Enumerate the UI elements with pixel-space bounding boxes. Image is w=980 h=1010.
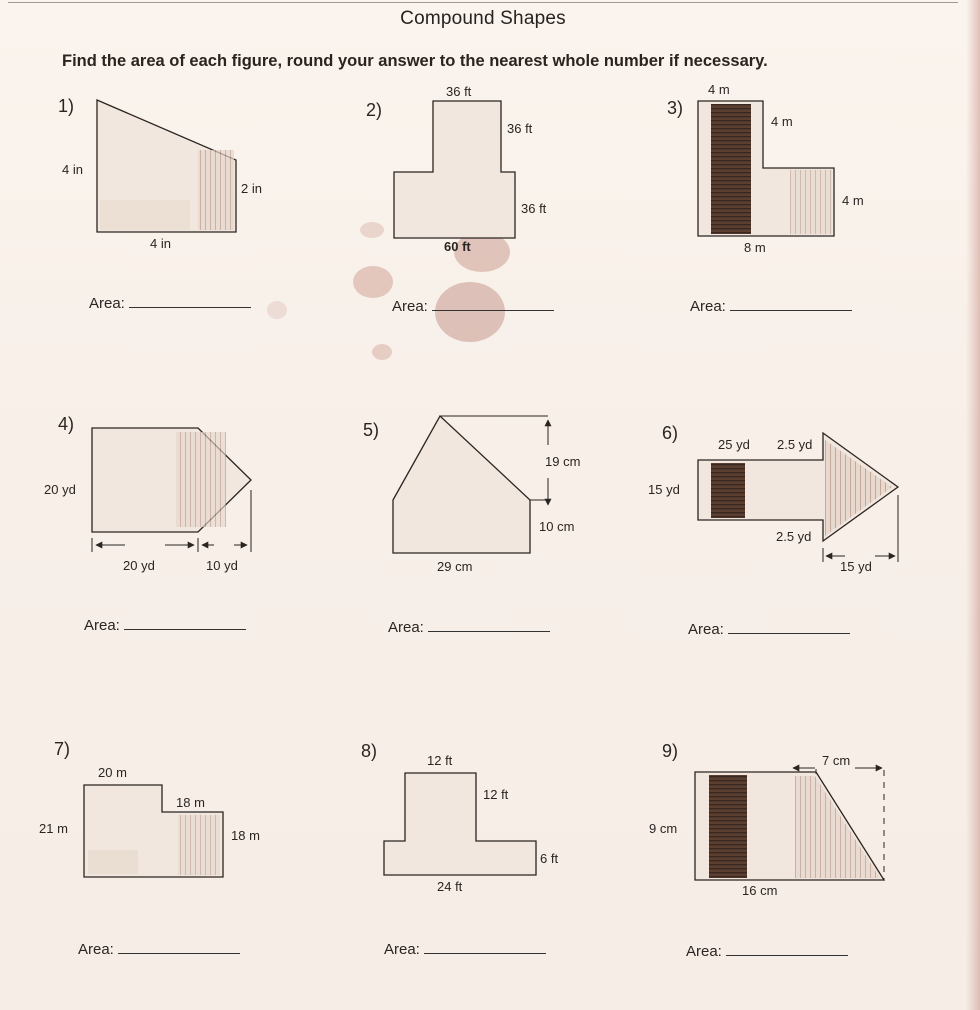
problem-6-number: 6): [662, 423, 679, 443]
figure-3: [698, 101, 834, 236]
problem-1-number: 1): [58, 96, 75, 116]
problem-2-area: [392, 298, 554, 315]
problem-2-label-top: 36 ft: [446, 84, 472, 99]
problem-2-answer-blank[interactable]: [432, 298, 554, 311]
problem-7-label-right: 18 m: [231, 828, 260, 843]
problem-9-label-left: 9 cm: [649, 821, 678, 836]
problem-7-label-top: 20 m: [98, 765, 127, 780]
problem-9-number: 9): [662, 741, 679, 761]
problem-5-answer-blank[interactable]: [428, 619, 550, 632]
figure-2: [394, 101, 515, 238]
problem-2-number: 2): [366, 100, 383, 120]
problem-6-label-left: 15 yd: [648, 482, 680, 497]
problem-8-label-bottom: 24 ft: [437, 879, 463, 894]
problem-1-answer-blank[interactable]: [129, 295, 251, 308]
area-label: Area:: [89, 295, 125, 312]
problem-8-label-side: 6 ft: [540, 851, 559, 866]
problem-9-label-bottom: 16 cm: [742, 883, 778, 898]
problem-6-label-upper-tab: 2.5 yd: [777, 437, 813, 452]
figure-9: [695, 768, 884, 880]
coffee-stain: [267, 222, 510, 360]
problem-4-number: 4): [58, 414, 75, 434]
problem-1-label-right: 2 in: [241, 181, 262, 196]
problem-6-label-lower-tab: 2.5 yd: [776, 529, 812, 544]
problem-2-label-upper-right: 36 ft: [507, 121, 533, 136]
problem-2-label-lower-right: 36 ft: [521, 201, 547, 216]
problem-5-label-side: 10 cm: [539, 519, 575, 534]
problem-8-number: 8): [361, 741, 378, 761]
problem-5-label-bottom: 29 cm: [437, 559, 473, 574]
area-label: Area:: [388, 619, 424, 636]
problem-9-answer-blank[interactable]: [726, 943, 848, 956]
problem-2-label-bottom: 60 ft: [444, 239, 471, 254]
problem-4-answer-blank[interactable]: [124, 617, 246, 630]
area-label: Area:: [686, 943, 722, 960]
problem-4-label-bottom-right: 10 yd: [206, 558, 238, 573]
problem-5-label-height: 19 cm: [545, 454, 581, 469]
instructions: Find the area of each figure, round your answer to the nearest whole number if necessary.: [62, 52, 768, 70]
problem-3-number: 3): [667, 98, 684, 118]
area-label: Area:: [384, 941, 420, 958]
problem-3-label-right: 4 m: [842, 193, 864, 208]
problem-4-area: [84, 617, 246, 634]
figure-5: [393, 416, 548, 553]
area-label: Area:: [84, 617, 120, 634]
problem-7-number: 7): [54, 739, 71, 759]
problem-1-area: [89, 295, 251, 312]
problem-1-label-bottom: 4 in: [150, 236, 171, 251]
figure-1: [97, 100, 236, 232]
problem-4-label-bottom-left: 20 yd: [123, 558, 155, 573]
problem-8-area: [384, 941, 546, 958]
figure-8: [384, 773, 536, 875]
area-label: Area:: [78, 941, 114, 958]
problem-3-answer-blank[interactable]: [730, 298, 852, 311]
problem-3-label-bottom: 8 m: [744, 240, 766, 255]
problem-7-answer-blank[interactable]: [118, 941, 240, 954]
problem-9-label-top: 7 cm: [822, 753, 851, 768]
problem-7-label-left: 21 m: [39, 821, 68, 836]
problem-6-label-tip: 15 yd: [840, 559, 872, 574]
problem-3-area: [690, 298, 852, 315]
problem-6-area: [688, 621, 850, 638]
area-label: Area:: [690, 298, 726, 315]
problem-1-label-left: 4 in: [62, 162, 83, 177]
area-label: Area:: [392, 298, 428, 315]
problem-3-label-top: 4 m: [708, 82, 730, 97]
problem-8-label-top: 12 ft: [427, 753, 453, 768]
problem-3-label-inner: 4 m: [771, 114, 793, 129]
problem-6-label-top: 25 yd: [718, 437, 750, 452]
figure-4: [92, 428, 251, 552]
problem-5-area: [388, 619, 550, 636]
problem-9-area: [686, 943, 848, 960]
problem-5-number: 5): [363, 420, 380, 440]
problem-7-area: [78, 941, 240, 958]
page-title: Compound Shapes: [400, 8, 566, 29]
area-label: Area:: [688, 621, 724, 638]
problem-7-label-step: 18 m: [176, 795, 205, 810]
problem-8-answer-blank[interactable]: [424, 941, 546, 954]
problem-8-label-stem: 12 ft: [483, 787, 509, 802]
problem-4-label-left: 20 yd: [44, 482, 76, 497]
problem-6-answer-blank[interactable]: [728, 621, 850, 634]
